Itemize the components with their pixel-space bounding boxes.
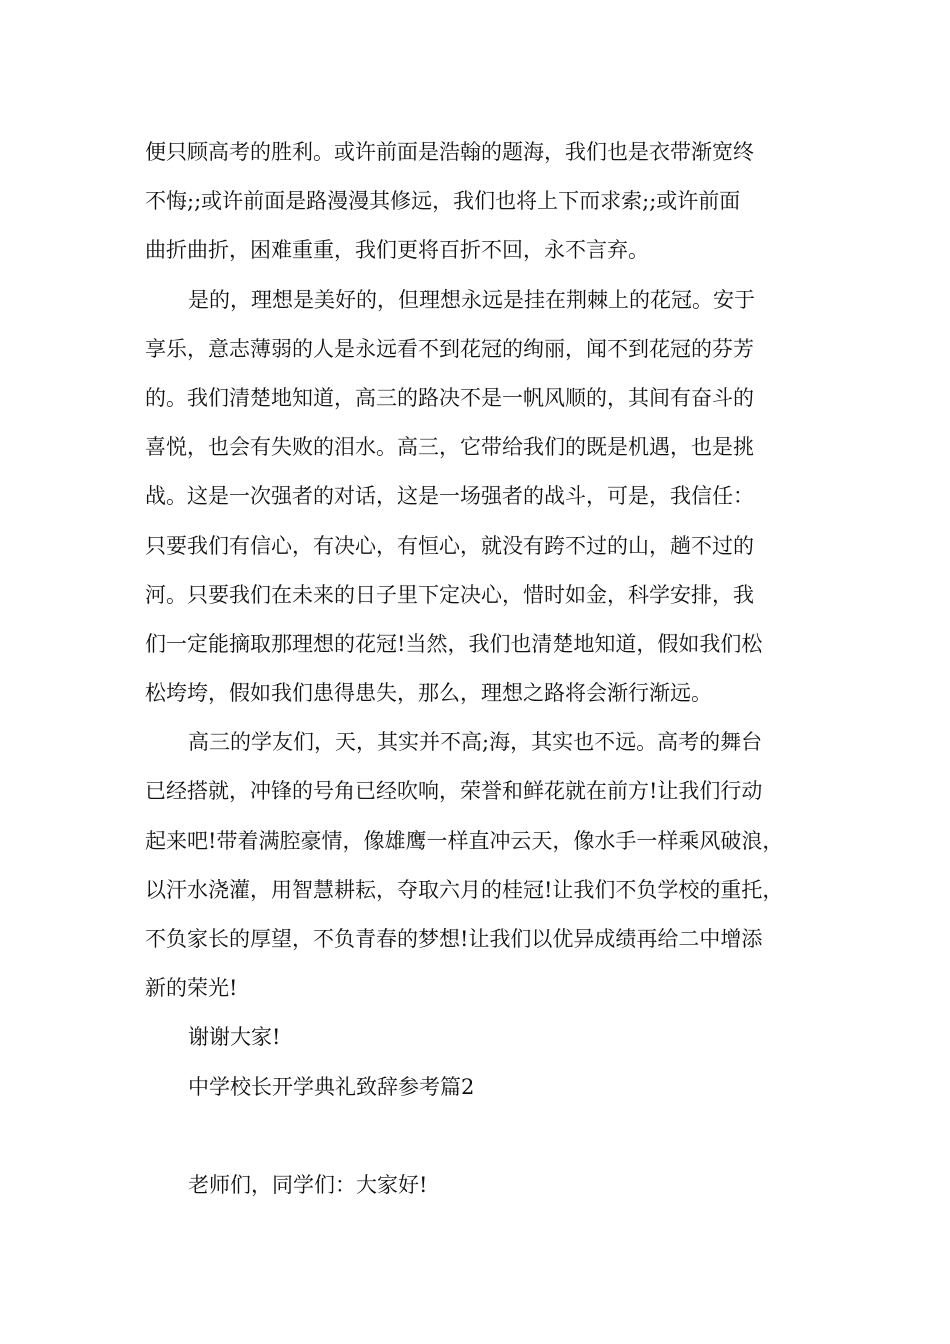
text-line: 战。这是一次强者的对话，这是一场强者的战斗，可是，我信任：	[145, 484, 754, 509]
text-line: 松垮垮，假如我们患得患失，那么，理想之路将会渐行渐远。	[145, 681, 712, 706]
closing-thanks: 谢谢大家!	[188, 1025, 281, 1050]
paragraph-start-line: 高三的学友们，天，其实并不高;海，其实也不远。高考的舞台	[188, 730, 763, 755]
text-line: 们一定能摘取那理想的花冠!当然，我们也清楚地知道，假如我们松	[145, 631, 763, 656]
blank-line	[145, 1112, 810, 1161]
text-line: 河。只要我们在未来的日子里下定决心，惜时如金，科学安排，我	[145, 582, 754, 607]
greeting-line: 老师们，同学们：大家好!	[188, 1172, 428, 1197]
text-line: 的。我们清楚地知道，高三的路决不是一帆风顺的，其间有奋斗的	[145, 385, 754, 410]
text-line: 喜悦，也会有失败的泪水。高三，它带给我们的既是机遇，也是挑	[145, 435, 754, 460]
text-line: 不负家长的厚望，不负青春的梦想!让我们以优异成绩再给二中增添	[145, 927, 763, 951]
section-heading: 中学校长开学典礼致辞参考篇2	[188, 1074, 475, 1099]
text-line: 起来吧!带着满腔豪情，像雄鹰一样直冲云天，像水手一样乘风破浪，	[145, 828, 784, 853]
text-line: 曲折曲折，困难重重，我们更将百折不回，永不言弃。	[145, 238, 649, 263]
text-line: 新的荣光!	[145, 976, 238, 1001]
text-line: 享乐，意志薄弱的人是永远看不到花冠的绚丽，闻不到花冠的芬芳	[145, 336, 754, 361]
paragraph-start-line: 是的，理想是美好的，但理想永远是挂在荆棘上的花冠。安于	[188, 287, 755, 312]
text-line: 只要我们有信心，有决心，有恒心，就没有跨不过的山，趟不过的	[145, 533, 754, 558]
document-body	[145, 128, 810, 1210]
text-line: 不悔;;或许前面是路漫漫其修远，我们也将上下而求索;;或许前面	[145, 189, 741, 214]
text-line: 已经搭就，冲锋的号角已经吹响，荣誉和鲜花就在前方!让我们行动	[145, 779, 763, 804]
text-line: 便只顾高考的胜利。或许前面是浩翰的题海，我们也是衣带渐宽终	[145, 140, 754, 164]
text-line: 以汗水浇灌，用智慧耕耘，夺取六月的桂冠!让我们不负学校的重托，	[145, 877, 784, 902]
